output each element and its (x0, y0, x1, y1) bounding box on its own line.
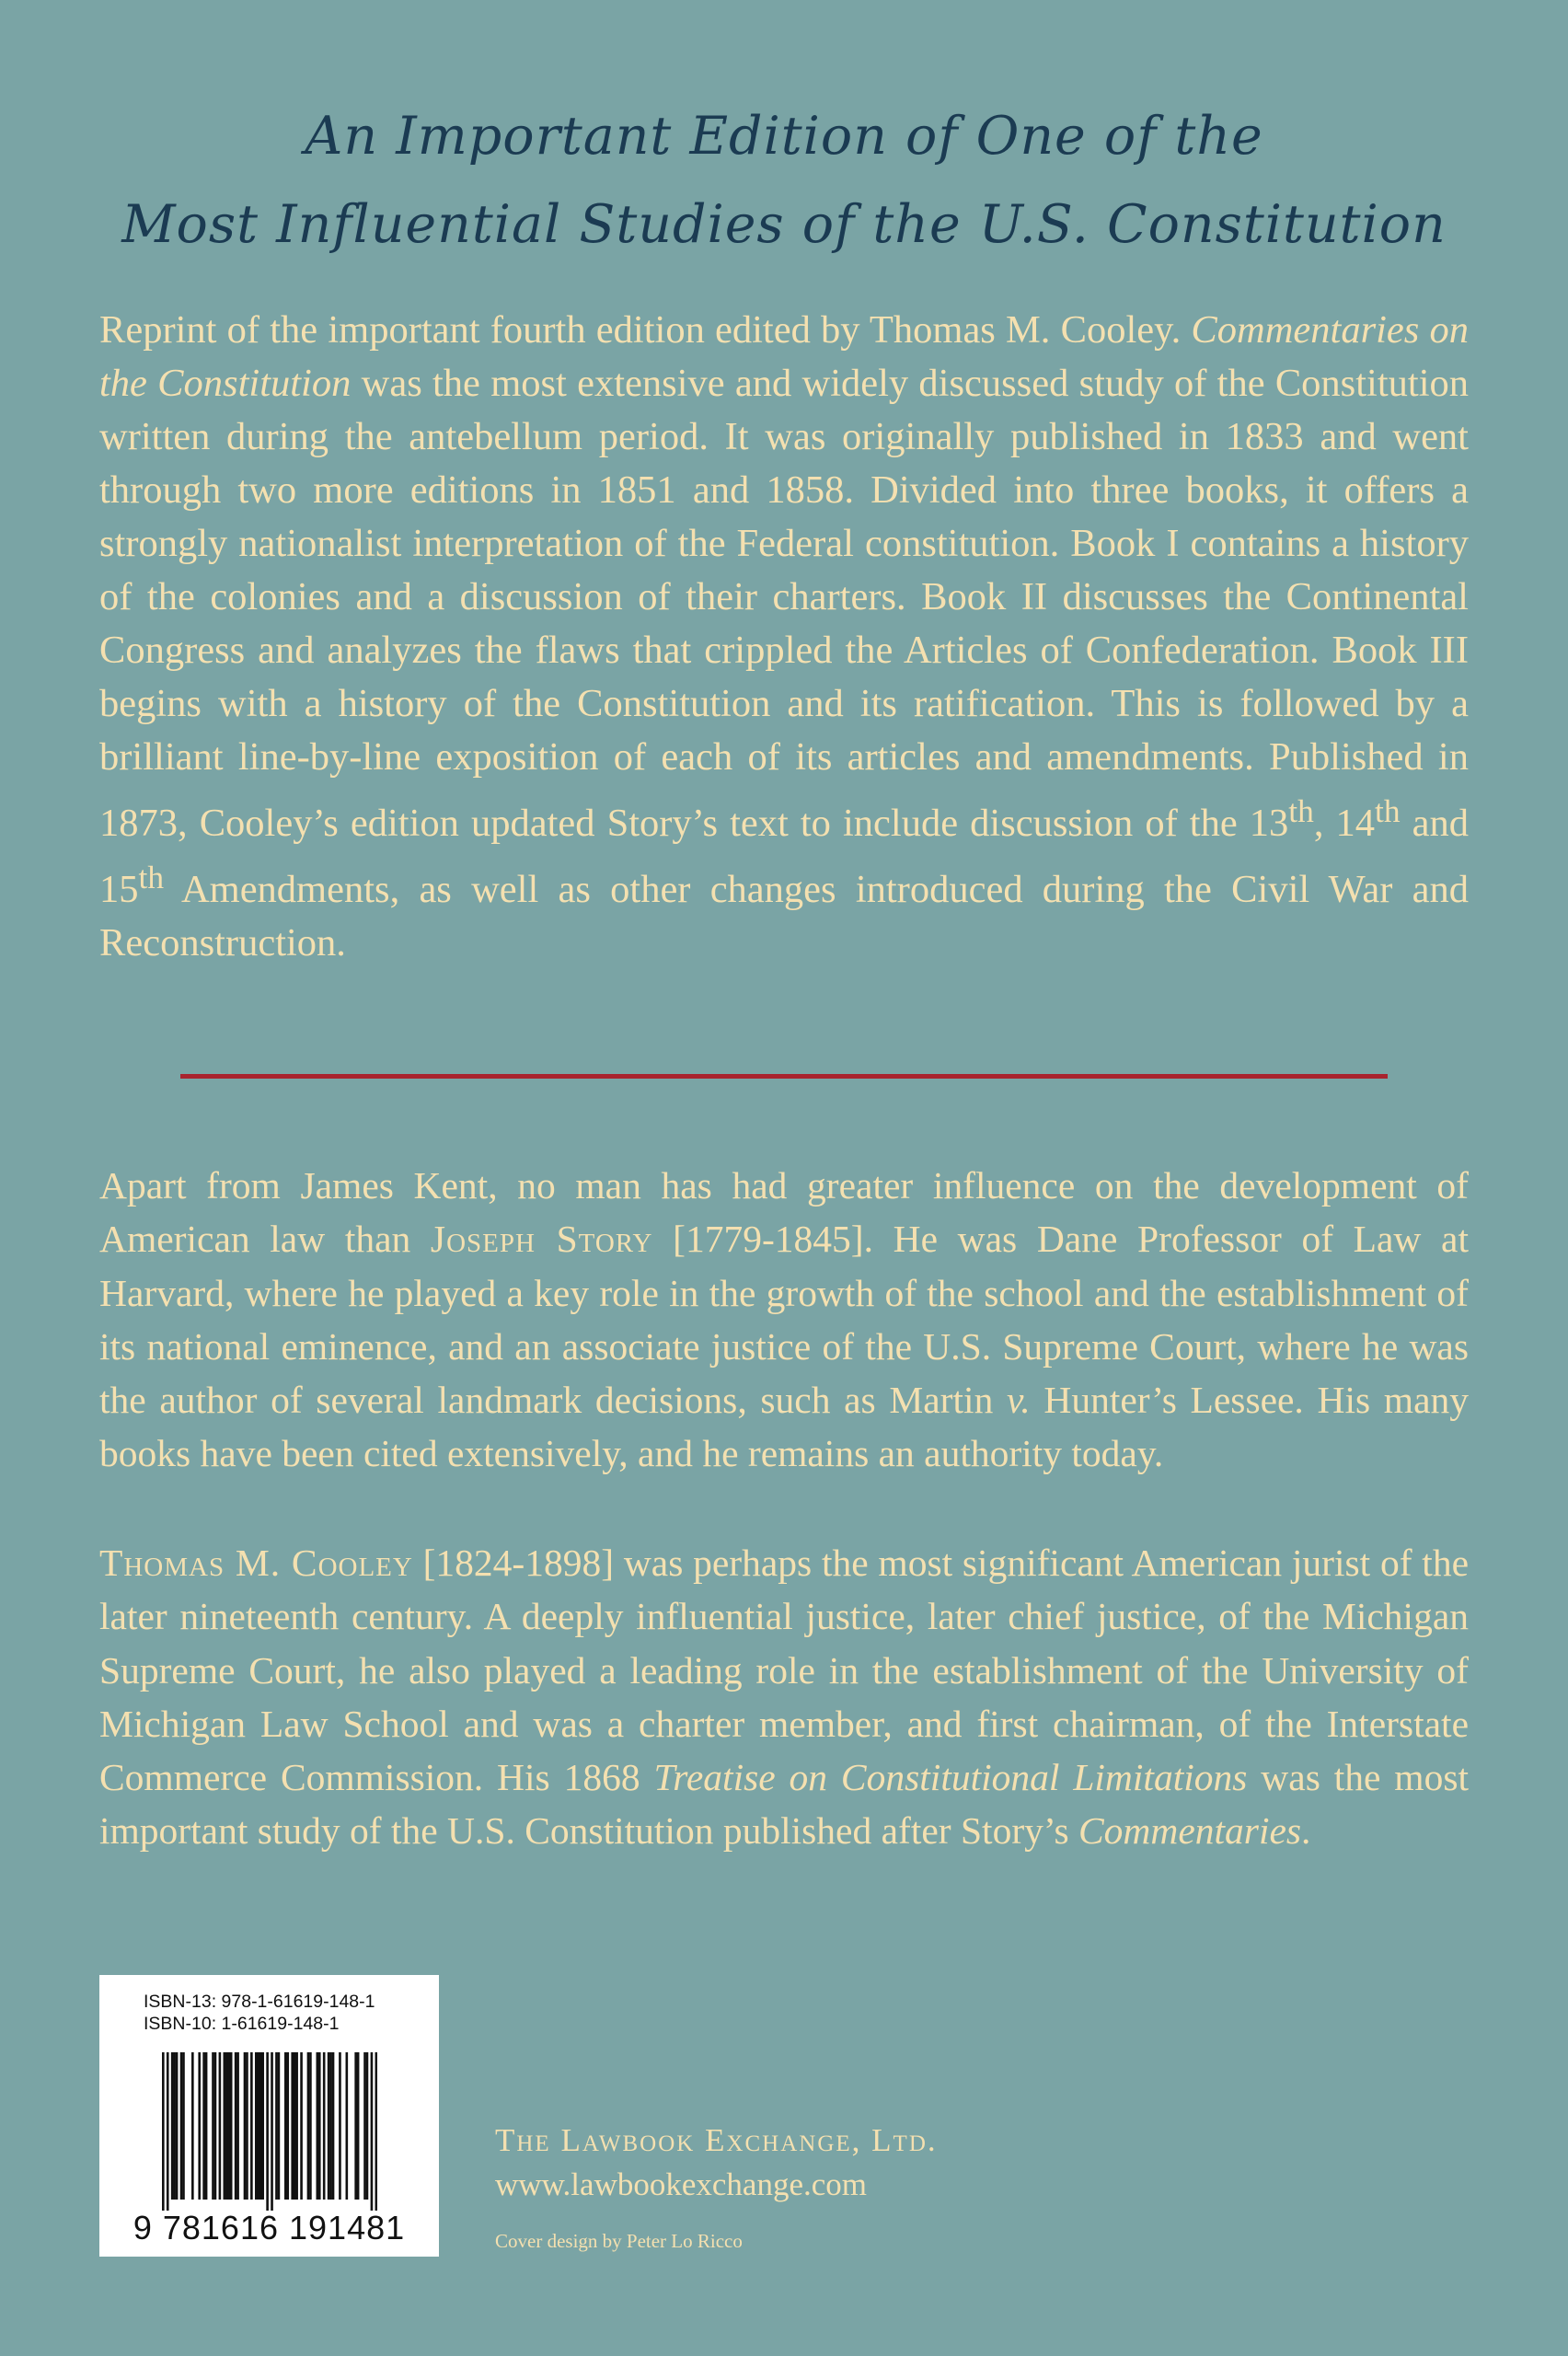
barcode-bar (261, 2052, 264, 2200)
barcode-bar (236, 2052, 239, 2200)
barcode-bar (346, 2052, 349, 2200)
barcode-bar (354, 2052, 357, 2200)
barcode-bar (307, 2052, 310, 2200)
intro-text-3: , 14 (1313, 802, 1376, 846)
barcode-bar (266, 2052, 269, 2211)
ordinal-suffix: th (138, 859, 165, 896)
barcode-bar (295, 2052, 298, 2200)
publisher-name: The Lawbook Exchange, Ltd. (495, 2122, 938, 2158)
barcode-bar (227, 2052, 230, 2200)
isbn-13: ISBN-13: 978-1-61619-148-1 (144, 1992, 375, 2012)
barcode-bar (182, 2052, 185, 2200)
barcode-bar (244, 2052, 247, 2200)
intro-paragraph (99, 304, 1469, 970)
barcode-bar (329, 2052, 332, 2200)
barcode-bars (162, 2052, 377, 2211)
barcode-bar (375, 2052, 377, 2211)
cooley-text-1: [1824-1898] was perhaps the most significant American jurist of the later nineteenth century. A deeply influential justice, later chief justice, of the Michigan Supreme Court, he also played a leading role in the establishment of the University of Michigan Law School and was a charter member, and first chairman, of the Interstate Commerce Commission. His 1868 (99, 1542, 1470, 1799)
barcode-bar (323, 2052, 326, 2200)
barcode-bar (191, 2052, 194, 2200)
barcode-bar (286, 2052, 289, 2200)
story-text-2: [1779-1845]. He was Dane Professor of Law at Harvard, where he played a key role in the growth of the school and the establishment of its national eminence, and an associate justice of the U.S. Supreme Court, where he was the author of several landmark decisions, such as Martin (99, 1218, 1470, 1422)
barcode-bar (357, 2052, 360, 2200)
versus-abbrev: v. (1007, 1379, 1031, 1422)
barcode-bar (235, 2052, 237, 2200)
barcode-bar (198, 2052, 201, 2200)
barcode-bar (202, 2052, 205, 2200)
cooley-text-3: . (1301, 1809, 1311, 1853)
barcode-bar (255, 2052, 258, 2200)
barcode-bar (366, 2052, 369, 2200)
barcode-bar (180, 2052, 183, 2200)
barcode-bar (328, 2052, 330, 2200)
barcode-bar (300, 2052, 303, 2200)
barcode-bar (250, 2052, 253, 2200)
barcode-bar (176, 2052, 179, 2200)
ordinal-suffix: th (1288, 792, 1314, 829)
barcode-bar (318, 2052, 321, 2200)
cooley-text-2: was the most important study of the U.S. Constitution published after Story’s (99, 1756, 1470, 1853)
story-text-1: Apart from James Kent, no man has had greater influence on the development of American law than (99, 1164, 1469, 1261)
headline-line-1: An Important Edition of One of the (305, 106, 1263, 167)
barcode-bar (271, 2052, 273, 2211)
barcode-bar (219, 2052, 222, 2200)
barcode-bar (284, 2052, 287, 2200)
barcode-bar (294, 2052, 296, 2200)
isbn-10: ISBN-10: 1-61619-148-1 (144, 2014, 340, 2034)
barcode-bar (291, 2052, 294, 2200)
barcode-bar (230, 2052, 233, 2200)
story-text-3: Hunter’s Lessee. His many books have been cited extensively, and he remains an authority today. (99, 1379, 1470, 1475)
barcode-bar (309, 2052, 312, 2200)
publisher-url[interactable]: www.lawbookexchange.com (495, 2166, 867, 2202)
barcode-bar (316, 2052, 318, 2200)
commentaries-title: Commentaries on the Constitution (99, 308, 1469, 405)
barcode-digits: 9 781616 191481 (133, 2209, 406, 2246)
intro-text-2: was the most extensive and widely discussed study of the Constitution written during the antebellum period. It was originally published in 1833 and went through two more editions in 1851 and 1858. Divided into three books, it offers a strongly nationalist interpretation of the Federal constitution. Book I contains a history of the colonies and a discussion of their charters. Book II discusses the Continental Congress and analyzes the flaws that crippled the Articles of Confederation. Book III begins with a history of the Constitution and its ratification. This is followed by a brilliant line-by-line exposition of each of its articles and amendments. Published in 1873, Cooley’s edition updated Story’s text to include discussion of the 13 (99, 362, 1469, 846)
barcode-bar (371, 2052, 374, 2211)
barcode-bar (259, 2052, 262, 2200)
barcode-bar (278, 2052, 281, 2200)
cover-headline (0, 92, 1568, 269)
barcode-bar (171, 2052, 174, 2200)
intro-text-1: Reprint of the important fourth edition edited by Thomas M. Cooley. (99, 308, 1192, 352)
barcode-bar (214, 2052, 217, 2200)
barcode-bar (205, 2052, 208, 2200)
barcode-bar (162, 2052, 165, 2211)
barcode-bar (246, 2052, 248, 2200)
publisher-block (495, 2119, 938, 2207)
cooley-name: Thomas M. Cooley (99, 1542, 413, 1584)
barcode-bar (332, 2052, 335, 2200)
barcode-bar (225, 2052, 228, 2200)
barcode-bar (275, 2052, 278, 2200)
barcode-bar (257, 2052, 259, 2200)
story-name: Joseph Story (430, 1218, 653, 1261)
barcode-bar (173, 2052, 176, 2200)
barcode-bar (224, 2052, 226, 2200)
intro-text-4: and 15 (99, 802, 1470, 912)
ordinal-suffix: th (1375, 792, 1401, 829)
story-bio-paragraph (99, 1159, 1469, 1481)
treatise-title: Treatise on Constitutional Limitations (653, 1756, 1248, 1799)
commentaries-ref: Commentaries (1078, 1809, 1302, 1853)
barcode-bar (167, 2052, 169, 2211)
headline-line-2: Most Influential Studies of the U.S. Constitution (121, 194, 1447, 255)
barcode-bar (339, 2052, 341, 2200)
barcode-bar (212, 2052, 214, 2200)
cooley-bio-paragraph (99, 1536, 1469, 1858)
section-divider (180, 1074, 1388, 1079)
intro-text-5: Amendments, as well as other changes introduced during the Civil War and Reconstruction. (99, 868, 1469, 965)
isbn-barcode-panel (99, 1975, 439, 2257)
barcode-bar (363, 2052, 366, 2200)
cover-design-credit: Cover design by Peter Lo Ricco (495, 2230, 743, 2252)
